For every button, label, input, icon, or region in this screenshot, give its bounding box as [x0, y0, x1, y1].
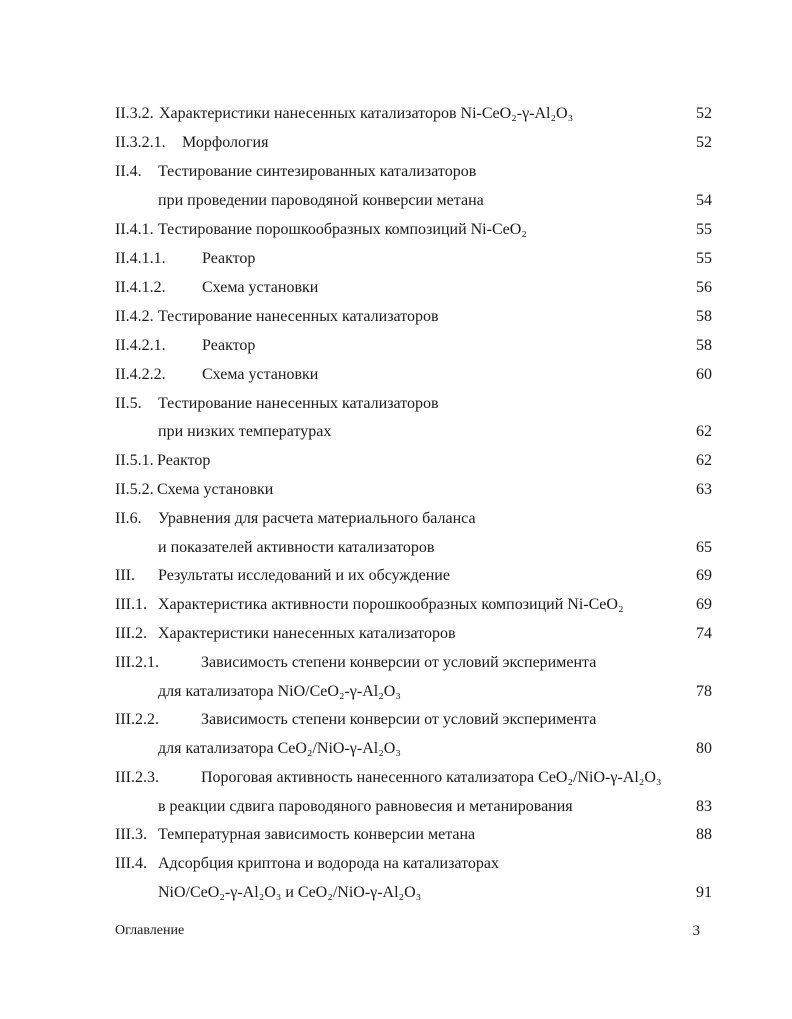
entry-number: II.4.2.1. — [115, 337, 166, 354]
entry-title: Уравнения для расчета материального баланса — [158, 510, 476, 527]
toc-entry — [0, 565, 792, 587]
toc-entry — [0, 738, 792, 760]
toc-entry — [0, 421, 792, 443]
entry-title: Морфология — [182, 134, 269, 151]
entry-title: Реактор — [157, 452, 211, 469]
entry-title: Тестирование нанесенных катализаторов — [158, 395, 439, 412]
entry-title: Схема установки — [202, 279, 319, 296]
entry-number: II.4. — [115, 163, 142, 180]
entry-number: II.5.1. — [115, 452, 154, 469]
toc-entry — [0, 219, 792, 241]
entry-number: II.3.2.1. — [115, 134, 166, 151]
toc-entry — [0, 248, 792, 270]
toc-entry — [0, 537, 792, 559]
toc-entry — [0, 479, 792, 501]
entry-title: Зависимость степени конверсии от условий эксперимента — [201, 711, 597, 728]
entry-page: 54 — [696, 192, 712, 209]
entry-page: 83 — [696, 798, 712, 815]
entry-page: 69 — [696, 596, 712, 613]
entry-title: Результаты исследований и их обсуждение — [158, 567, 450, 584]
toc-entry — [0, 306, 792, 328]
toc-entry — [0, 594, 792, 616]
entry-page: 78 — [696, 683, 712, 700]
entry-page: 56 — [696, 279, 712, 296]
entry-page: 58 — [696, 308, 712, 325]
entry-number: II.4.1.1. — [115, 250, 166, 267]
toc-entry — [0, 393, 792, 415]
toc-entry — [0, 767, 792, 789]
entry-number: III.3. — [115, 826, 147, 843]
entry-number: II.4.1. — [115, 221, 154, 238]
toc-entry — [0, 450, 792, 472]
entry-number: II.3.2. — [115, 105, 154, 122]
entry-number: II.6. — [115, 510, 142, 527]
entry-title: Тестирование нанесенных катализаторов — [158, 308, 439, 325]
page-number: 3 — [692, 923, 700, 939]
entry-title: для катализатора CeO₂/NiO-γ-Al₂O₃ — [158, 740, 401, 757]
entry-page: 62 — [696, 452, 712, 469]
entry-title: Характеристики нанесенных катализаторов Ni-CeO₂-γ-Al₂O₃ — [159, 105, 574, 122]
entry-title: Характеристика активности порошкообразных композиций Ni-CeO₂ — [158, 596, 624, 613]
entry-page: 91 — [696, 884, 712, 901]
entry-page: 55 — [696, 221, 712, 238]
toc-entry — [0, 796, 792, 818]
toc-entry — [0, 161, 792, 183]
entry-title: при проведении пароводяной конверсии метана — [158, 192, 484, 209]
entry-title: для катализатора NiO/CeO₂-γ-Al₂O₃ — [158, 683, 401, 700]
entry-number: II.5. — [115, 395, 142, 412]
entry-page: 88 — [696, 826, 712, 843]
entry-number: III.2.2. — [115, 711, 159, 728]
entry-number: II.4.1.2. — [115, 279, 166, 296]
toc-entry — [0, 853, 792, 875]
entry-page: 80 — [696, 740, 712, 757]
entry-title: Адсорбция криптона и водорода на катализаторах — [158, 855, 499, 872]
toc-entry — [0, 277, 792, 299]
toc-entry — [0, 103, 792, 125]
toc-entry — [0, 132, 792, 154]
entry-title: в реакции сдвига пароводяного равновесия и метанирования — [158, 798, 573, 815]
entry-page: 52 — [696, 134, 712, 151]
entry-page: 60 — [696, 366, 712, 383]
entry-number: III.2. — [115, 625, 147, 642]
entry-title: Реактор — [202, 250, 256, 267]
entry-number: II.5.2. — [115, 481, 154, 498]
toc-entry — [0, 709, 792, 731]
toc-entry — [0, 508, 792, 530]
entry-title: Пороговая активность нанесенного катализатора CeO₂/NiO-γ-Al₂O₃ — [201, 769, 662, 786]
entry-page: 63 — [696, 481, 712, 498]
toc-entry — [0, 335, 792, 357]
toc-entry — [0, 364, 792, 386]
toc-entry — [0, 190, 792, 212]
entry-page: 69 — [696, 567, 712, 584]
toc-entry — [0, 681, 792, 703]
entry-page: 52 — [696, 105, 712, 122]
entry-number: III.4. — [115, 855, 147, 872]
footer-label: Оглавление — [115, 923, 185, 938]
entry-title: Схема установки — [157, 481, 274, 498]
entry-page: 65 — [696, 539, 712, 556]
entry-title: Зависимость степени конверсии от условий эксперимента — [201, 654, 597, 671]
toc-entry — [0, 652, 792, 674]
entry-number: III. — [115, 567, 135, 584]
entry-title: Схема установки — [202, 366, 319, 383]
entry-title: при низких температурах — [158, 423, 332, 440]
entry-title: Характеристики нанесенных катализаторов — [158, 625, 456, 642]
entry-title: Реактор — [202, 337, 256, 354]
entry-title: NiO/CeO₂-γ-Al₂O₃ и CeO₂/NiO-γ-Al₂O₃ — [158, 884, 422, 901]
entry-title: Тестирование синтезированных катализаторов — [158, 163, 477, 180]
entry-page: 74 — [696, 625, 712, 642]
entry-number: II.4.2. — [115, 308, 154, 325]
entry-title: Температурная зависимость конверсии метана — [158, 826, 476, 843]
entry-number: III.1. — [115, 596, 147, 613]
entry-page: 58 — [696, 337, 712, 354]
toc-entry — [0, 824, 792, 846]
entry-number: II.4.2.2. — [115, 366, 166, 383]
entry-title: и показателей активности катализаторов — [158, 539, 435, 556]
entry-page: 55 — [696, 250, 712, 267]
entry-page: 62 — [696, 423, 712, 440]
entry-number: III.2.1. — [115, 654, 159, 671]
entry-number: III.2.3. — [115, 769, 159, 786]
toc-entry — [0, 623, 792, 645]
entry-title: Тестирование порошкообразных композиций Ni-CeO₂ — [158, 221, 527, 238]
toc-entry — [0, 882, 792, 904]
